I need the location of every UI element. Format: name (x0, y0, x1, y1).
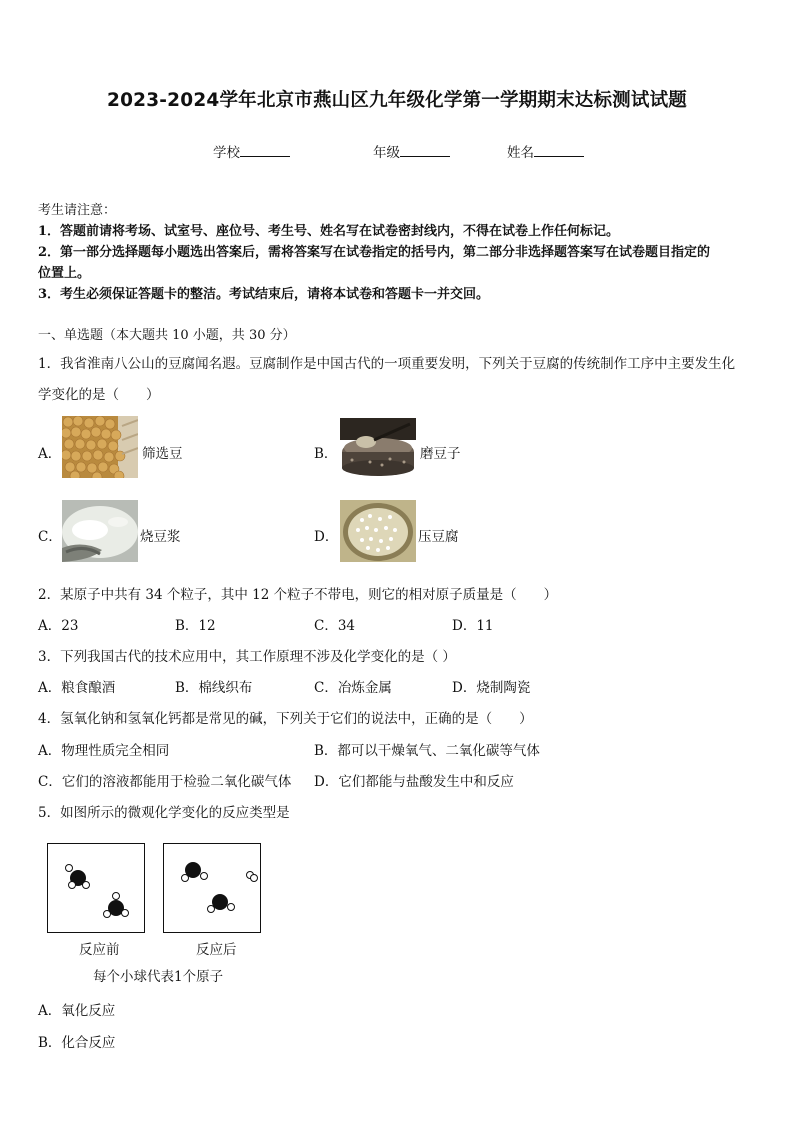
q2-option-a[interactable]: A．23 (38, 618, 79, 634)
tofu-press-photo (340, 500, 416, 562)
section-heading: 一、单选题（本大题共 10 小题，共 30 分） (38, 328, 296, 343)
name-label: 姓名 (507, 145, 534, 161)
notice-item-1: 1．答题前请将考场、试室号、座位号、考生号、姓名写在试卷密封线内，不得在试卷上作任何标记。 (38, 224, 620, 239)
diagram-before-box (47, 843, 145, 933)
q1-stem-line2: 学变化的是（ ） (38, 387, 160, 403)
notice-item-2: 2．第一部分选择题每小题选出答案后，需将答案写在试卷指定的括号内，第二部分非选择题答案写在试卷题目指定的 (38, 245, 711, 260)
q1-option-d-text: 压豆腐 (418, 529, 459, 545)
small-atom (65, 864, 73, 872)
q1-option-a-letter[interactable]: A． (38, 446, 62, 462)
q3-option-b[interactable]: B．棉线织布 (175, 680, 253, 696)
small-atom (121, 909, 129, 917)
q3-stem: 3．下列我国古代的技术应用中，其工作原理不涉及化学变化的是（ ） (38, 649, 456, 665)
q5-option-b[interactable]: B．化合反应 (38, 1035, 116, 1051)
small-atom (227, 903, 235, 911)
small-atom (112, 892, 120, 900)
grade-blank[interactable] (400, 144, 450, 157)
diagram-after-box (163, 843, 261, 933)
q1-option-c-text: 烧豆浆 (140, 529, 181, 545)
notice-item-2-cont: 位置上。 (38, 266, 91, 281)
q3-option-a[interactable]: A．粮食酿酒 (38, 680, 116, 696)
q5-option-a[interactable]: A．氧化反应 (38, 1003, 116, 1019)
page-title: 2023-2024学年北京市燕山区九年级化学第一学期期末达标测试试题 (107, 90, 687, 111)
small-atom (181, 874, 189, 882)
q1-option-d-letter[interactable]: D． (314, 529, 339, 545)
stone-mill-photo (340, 418, 416, 480)
small-atom (103, 910, 111, 918)
q1-option-c-letter[interactable]: C． (38, 529, 62, 545)
q3-option-d[interactable]: D．烧制陶瓷 (452, 680, 531, 696)
small-atom (200, 872, 208, 880)
q2-option-d[interactable]: D．11 (452, 618, 494, 634)
small-atom (68, 881, 76, 889)
q1-option-b-text: 磨豆子 (420, 446, 461, 462)
small-atom (250, 874, 258, 882)
grade-field[interactable] (373, 141, 450, 161)
school-field[interactable] (213, 141, 290, 161)
q2-option-c[interactable]: C．34 (314, 618, 356, 634)
small-atom (207, 905, 215, 913)
before-caption: 反应前 (79, 942, 120, 958)
name-blank[interactable] (534, 144, 584, 157)
soymilk-photo (62, 500, 138, 562)
q3-option-c[interactable]: C．冶炼金属 (314, 680, 392, 696)
q4-option-d[interactable]: D．它们都能与盐酸发生中和反应 (314, 774, 514, 790)
notice-heading: 考生请注意： (38, 203, 117, 218)
diagram-note: 每个小球代表1个原子 (93, 969, 224, 985)
school-label: 学校 (213, 145, 240, 161)
school-blank[interactable] (240, 144, 290, 157)
q1-option-b-letter[interactable]: B． (314, 446, 338, 462)
q5-stem: 5．如图所示的微观化学变化的反应类型是 (38, 805, 290, 821)
q1-stem-line1: 1．我省淮南八公山的豆腐闻名遐。豆腐制作是中国古代的一项重要发明，下列关于豆腐的传统制作工序中主要发生化 (38, 356, 736, 372)
small-atom (82, 881, 90, 889)
q2-stem: 2．某原子中共有 34 个粒子，其中 12 个粒子不带电，则它的相对原子质量是（ ） (38, 587, 558, 603)
q4-stem: 4．氢氧化钠和氢氧化钙都是常见的碱，下列关于它们的说法中，正确的是（ ） (38, 711, 533, 727)
q2-option-b[interactable]: B．12 (175, 618, 216, 634)
grade-label: 年级 (373, 145, 400, 161)
after-caption: 反应后 (196, 942, 237, 958)
name-field[interactable] (507, 141, 584, 161)
soybean-photo (62, 416, 138, 478)
notice-item-3: 3．考生必须保证答题卡的整洁。考试结束后，请将本试卷和答题卡一并交回。 (38, 287, 490, 302)
q4-option-b[interactable]: B．都可以干燥氧气、二氧化碳等气体 (314, 743, 540, 759)
q4-option-c[interactable]: C．它们的溶液都能用于检验二氧化碳气体 (38, 774, 292, 790)
q4-option-a[interactable]: A．物理性质完全相同 (38, 743, 170, 759)
q1-option-a-text: 筛选豆 (142, 446, 183, 462)
